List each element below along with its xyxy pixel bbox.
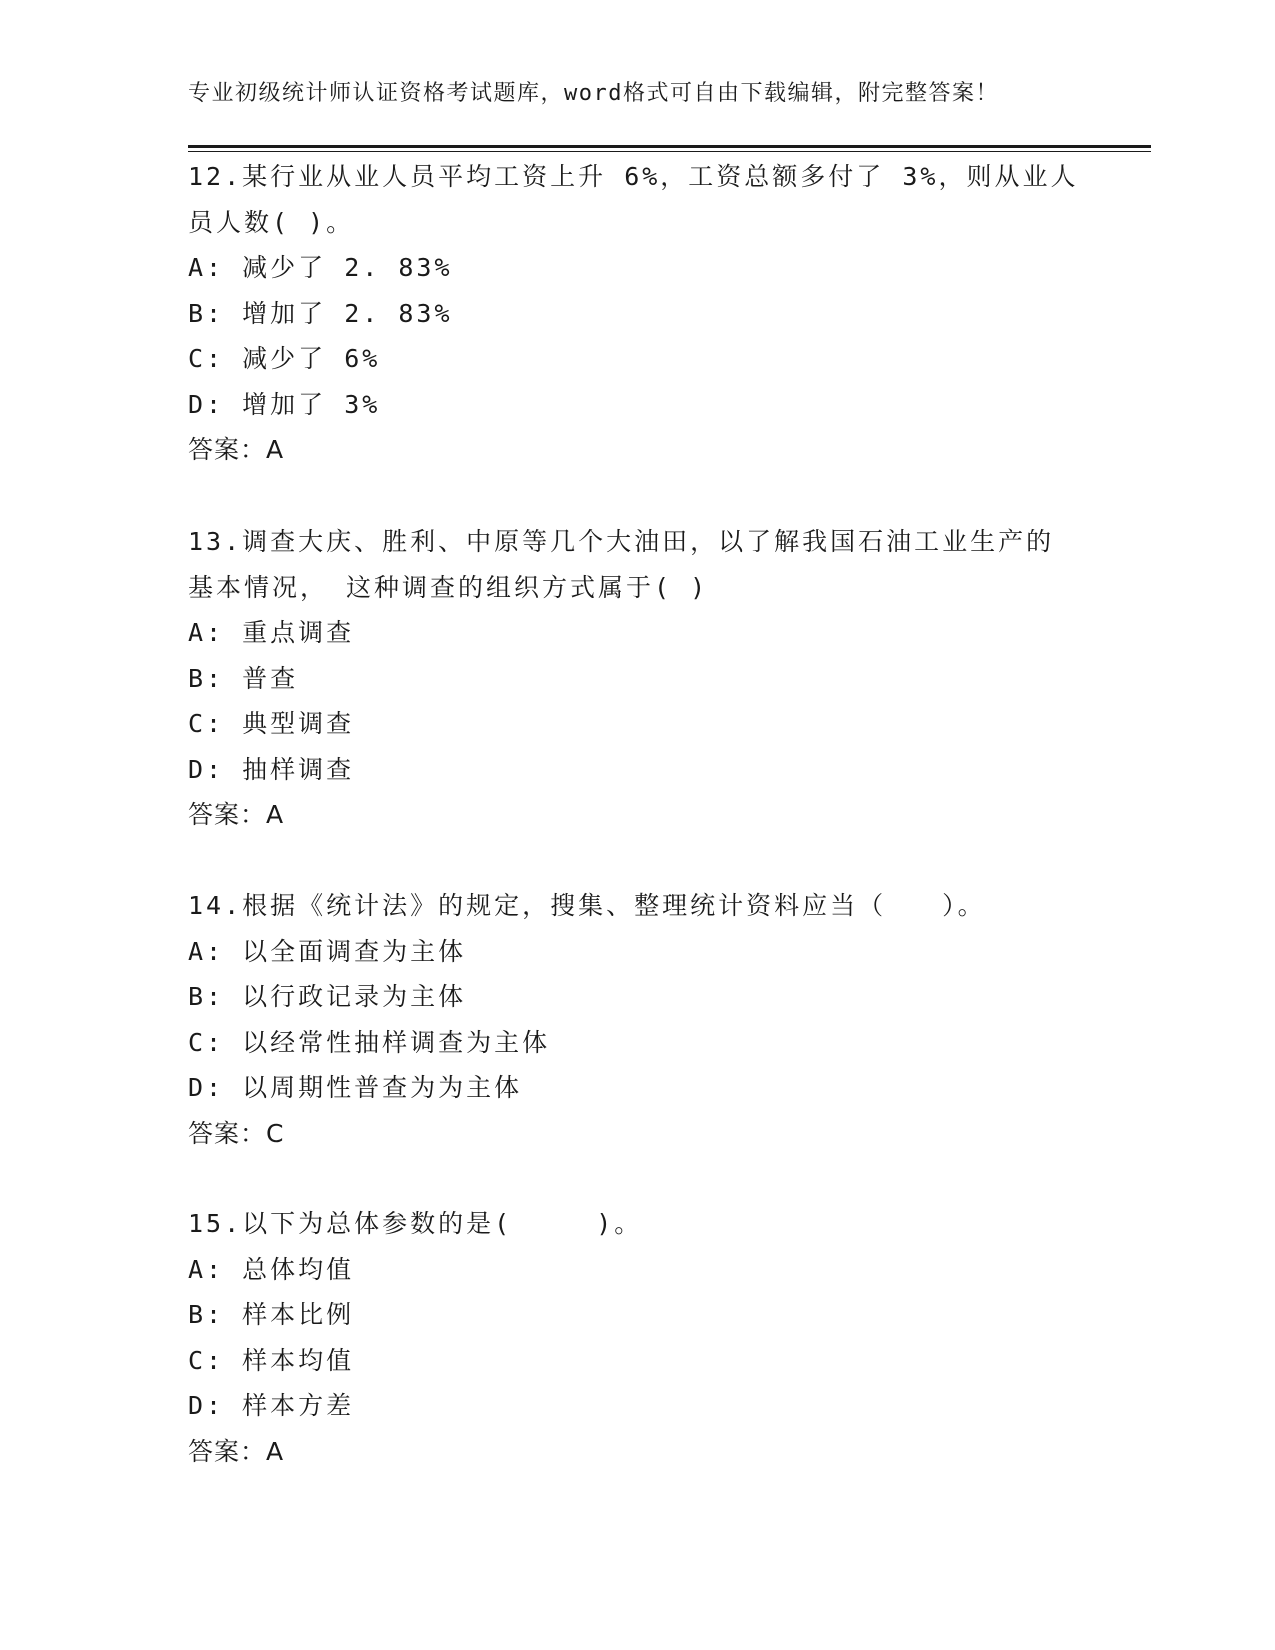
- question-15: [188, 1201, 1068, 1474]
- option-a: A: 重点调查: [188, 618, 355, 647]
- question-14: [188, 883, 1068, 1156]
- option-d: D: 增加了 3%: [188, 389, 381, 419]
- option-c: C: 以经常性抽样调查为主体: [188, 1027, 551, 1057]
- option-a: A: 减少了 2. 83%: [188, 253, 453, 282]
- option-c: C: 减少了 6%: [188, 344, 381, 373]
- option-a: A: 以全面调查为主体: [188, 936, 467, 966]
- option-b: B: 样本比例: [188, 1300, 355, 1329]
- option-b: B: 增加了 2. 83%: [188, 298, 453, 328]
- answer: 答案：C: [188, 1118, 285, 1148]
- question-stem: 基本情况， 这种调查的组织方式属于( ): [188, 572, 709, 602]
- question-stem: 13.调查大庆、胜利、中原等几个大油田，以了解我国石油工业生产的: [188, 527, 1055, 556]
- header-divider-thick: [188, 145, 1151, 148]
- page-header: 专业初级统计师认证资格考试题库，word格式可自由下载编辑，附完整答案！: [188, 81, 999, 106]
- question-stem: 员人数( )。: [188, 207, 355, 237]
- option-d: D: 以周期性普查为为主体: [188, 1073, 523, 1102]
- option-c: C: 样本均值: [188, 1345, 355, 1375]
- option-b: B: 普查: [188, 663, 299, 693]
- question-13: [188, 519, 1068, 838]
- option-c: C: 典型调查: [188, 709, 355, 738]
- option-d: D: 样本方差: [188, 1391, 355, 1420]
- answer: 答案：A: [188, 1436, 285, 1466]
- question-stem: 14.根据《统计法》的规定，搜集、整理统计资料应当（ ）。: [188, 891, 986, 920]
- option-d: D: 抽样调查: [188, 754, 355, 784]
- answer: 答案：A: [188, 435, 285, 464]
- question-stem: 12.某行业从业人员平均工资上升 6%，工资总额多付了 3%，则从业人: [188, 162, 1079, 191]
- option-a: A: 总体均值: [188, 1254, 355, 1284]
- question-stem: 15.以下为总体参数的是( )。: [188, 1209, 643, 1238]
- option-b: B: 以行政记录为主体: [188, 982, 467, 1011]
- header-divider-thin: [188, 151, 1151, 152]
- question-12: [188, 154, 1079, 473]
- answer: 答案：A: [188, 800, 285, 829]
